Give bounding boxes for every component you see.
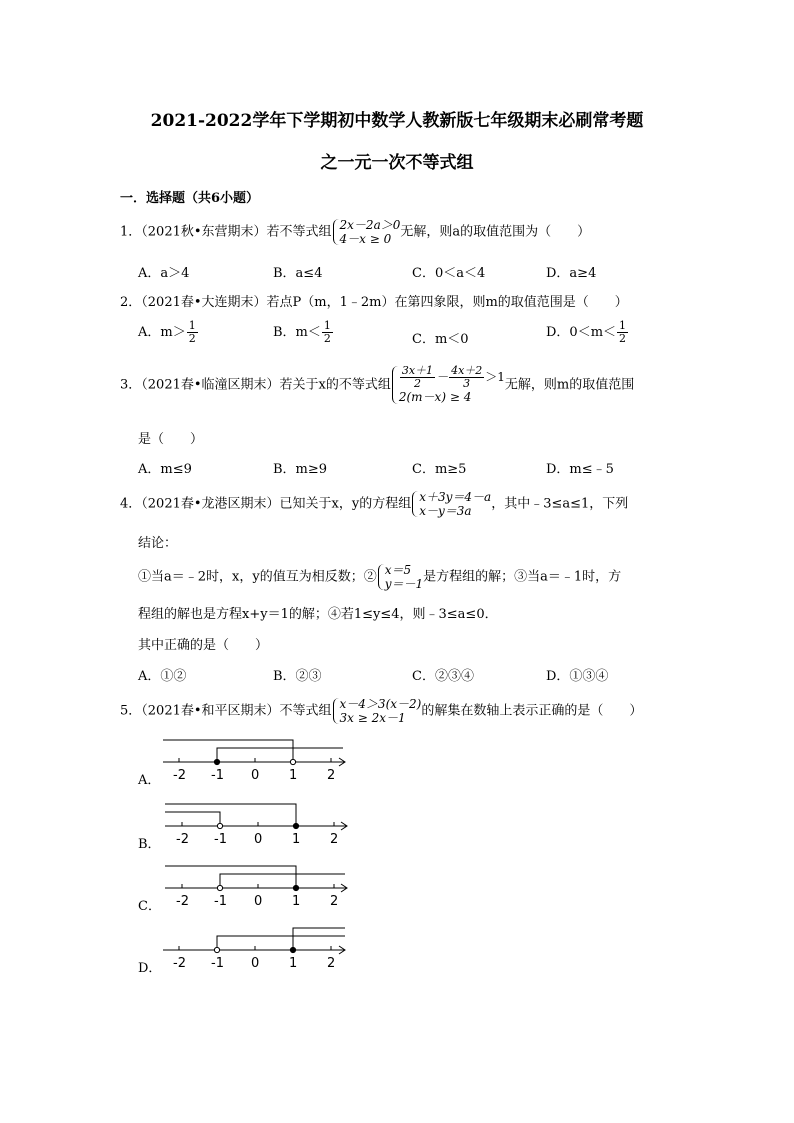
q5-system bbox=[332, 697, 422, 725]
q5-option-b-label[interactable]: B． bbox=[138, 837, 161, 852]
tick-label: 1 bbox=[292, 894, 301, 909]
tick-label: -2 bbox=[176, 832, 189, 847]
q2-option-d-text: D．0＜m＜ bbox=[546, 325, 617, 340]
tick-label: 1 bbox=[289, 768, 298, 783]
q5-option-a-label[interactable]: A． bbox=[138, 773, 161, 788]
q2-option-b-fraction: $\frac{1}{2}$ bbox=[323, 319, 331, 345]
q5-sys-row-1: x－4＞3(x－2) bbox=[339, 697, 422, 711]
q4-line-5: 其中正确的是（ ） bbox=[138, 638, 269, 653]
q4-suffix: ，其中﹣3≤a≤1，下列 bbox=[491, 496, 629, 512]
q3-line-2: 是（ ） bbox=[138, 432, 204, 447]
tick-label: 1 bbox=[292, 832, 301, 847]
tick-label: 0 bbox=[251, 956, 260, 971]
tick-label: -2 bbox=[176, 894, 189, 909]
tick-label: 0 bbox=[251, 768, 260, 783]
q2-option-a-text: A．m＞ bbox=[138, 325, 186, 340]
tick-label: -2 bbox=[173, 768, 186, 783]
question-3 bbox=[120, 365, 634, 405]
q2-option-a-fraction: $\frac{1}{2}$ bbox=[188, 319, 196, 345]
q2-option-c[interactable] bbox=[412, 328, 469, 347]
q4-line-4: 程组的解也是方程x+y＝1的解；④若1≤y≤4，则﹣3≤a≤0． bbox=[138, 607, 498, 622]
q1-option-a[interactable]: A．a＞4 bbox=[138, 266, 190, 281]
q4-system bbox=[411, 490, 491, 518]
q3-option-d[interactable]: D．m≤﹣5 bbox=[546, 462, 614, 477]
tick-label: -1 bbox=[214, 894, 227, 909]
q3-option-a[interactable]: A．m≤9 bbox=[138, 462, 192, 477]
q5-number-line-a[interactable] bbox=[155, 736, 355, 786]
tick-label: -1 bbox=[214, 832, 227, 847]
q1-sys-row-1: 2x－2a＞0 bbox=[339, 218, 401, 232]
q4-solution: x＝5 y＝－1 bbox=[377, 563, 423, 591]
q3-sys-row-1: $\frac{3x+1}{2}$ － $\frac{4x+2}{3}$ ＞1 bbox=[401, 364, 505, 390]
tick-label: 2 bbox=[327, 768, 336, 783]
q5-prefix: 5．（2021春•和平区期末）不等式组 bbox=[120, 703, 332, 719]
tick-label: -1 bbox=[211, 768, 224, 783]
question-5 bbox=[120, 697, 642, 725]
q4-option-d[interactable]: D．①③④ bbox=[546, 669, 609, 684]
q4-option-c[interactable]: C．②③④ bbox=[412, 669, 474, 684]
q5-number-line-b[interactable] bbox=[155, 800, 355, 850]
section-heading: 一．选择题（共6小题） bbox=[120, 191, 260, 206]
q3-prefix: 3．（2021春•临潼区期末）若关于x的不等式组 bbox=[120, 377, 391, 393]
q3-sys-row-2: 2(m－x) ≥ 4 bbox=[398, 390, 472, 404]
q5-option-c-label[interactable]: C． bbox=[138, 899, 161, 914]
q1-option-c[interactable]: C．0＜a＜4 bbox=[412, 266, 486, 281]
tick-label: 2 bbox=[330, 832, 339, 847]
q3-suffix: 无解，则m的取值范围 bbox=[504, 377, 635, 393]
tick-label: 1 bbox=[289, 956, 298, 971]
tick-label: 0 bbox=[254, 894, 263, 909]
q1-sys-row-2: 4－x ≥ 0 bbox=[339, 232, 392, 246]
page-subtitle: 之一元一次不等式组 bbox=[320, 153, 474, 173]
q1-option-b[interactable]: B．a≤4 bbox=[273, 266, 323, 281]
question-4 bbox=[120, 490, 628, 518]
question-1 bbox=[120, 218, 590, 246]
question-2: 2．（2021春•大连期末）若点P（m，1﹣2m）在第四象限，则m的取值范围是（ ） bbox=[120, 295, 628, 310]
q4-prefix: 4．（2021春•龙港区期末）已知关于x，y的方程组 bbox=[120, 496, 412, 512]
tick-label: -1 bbox=[211, 956, 224, 971]
tick-label: -2 bbox=[173, 956, 186, 971]
q5-option-d-label[interactable]: D． bbox=[138, 961, 162, 976]
q4-line-2: 结论： bbox=[138, 536, 178, 551]
q5-number-line-c[interactable] bbox=[155, 862, 355, 912]
q2-option-c-text: C．m＜0 bbox=[412, 332, 469, 347]
q2-option-d[interactable] bbox=[546, 320, 629, 345]
q1-suffix: 无解，则a的取值范围为（ ） bbox=[400, 224, 591, 240]
q2-option-d-fraction: $\frac{1}{2}$ bbox=[619, 319, 627, 345]
q4-line-3: ①当a＝﹣2时，x，y的值互为相反数；② x＝5 y＝－1 是方程组的解；③当a＝﹣1时，方 bbox=[138, 563, 622, 591]
q1-prefix: 1．（2021秋•东营期末）若不等式组 bbox=[120, 224, 332, 240]
q2-option-b[interactable] bbox=[273, 320, 334, 345]
q3-system bbox=[391, 365, 505, 405]
q5-sys-row-2: 3x ≥ 2x－1 bbox=[339, 711, 406, 725]
q1-option-d[interactable]: D．a≥4 bbox=[546, 266, 597, 281]
q4-option-a[interactable]: A．①② bbox=[138, 669, 187, 684]
tick-label: 2 bbox=[327, 956, 336, 971]
q4-sys-row-2: x－y＝3a bbox=[419, 504, 472, 518]
q5-number-line-d[interactable] bbox=[155, 924, 355, 974]
tick-label: 0 bbox=[254, 832, 263, 847]
tick-label: 2 bbox=[330, 894, 339, 909]
page-title: 2021-2022学年下学期初中数学人教新版七年级期末必刷常考题 bbox=[150, 111, 644, 131]
q3-option-b[interactable]: B．m≥9 bbox=[273, 462, 328, 477]
q4-option-b[interactable]: B．②③ bbox=[273, 669, 322, 684]
q2-option-b-text: B．m＜ bbox=[273, 325, 321, 340]
q1-system bbox=[332, 218, 401, 246]
q4-sys-row-1: x＋3y＝4－a bbox=[419, 490, 492, 504]
q3-option-c[interactable]: C．m≥5 bbox=[412, 462, 467, 477]
q2-option-a[interactable] bbox=[138, 320, 199, 345]
q5-suffix: 的解集在数轴上表示正确的是（ ） bbox=[421, 703, 643, 719]
